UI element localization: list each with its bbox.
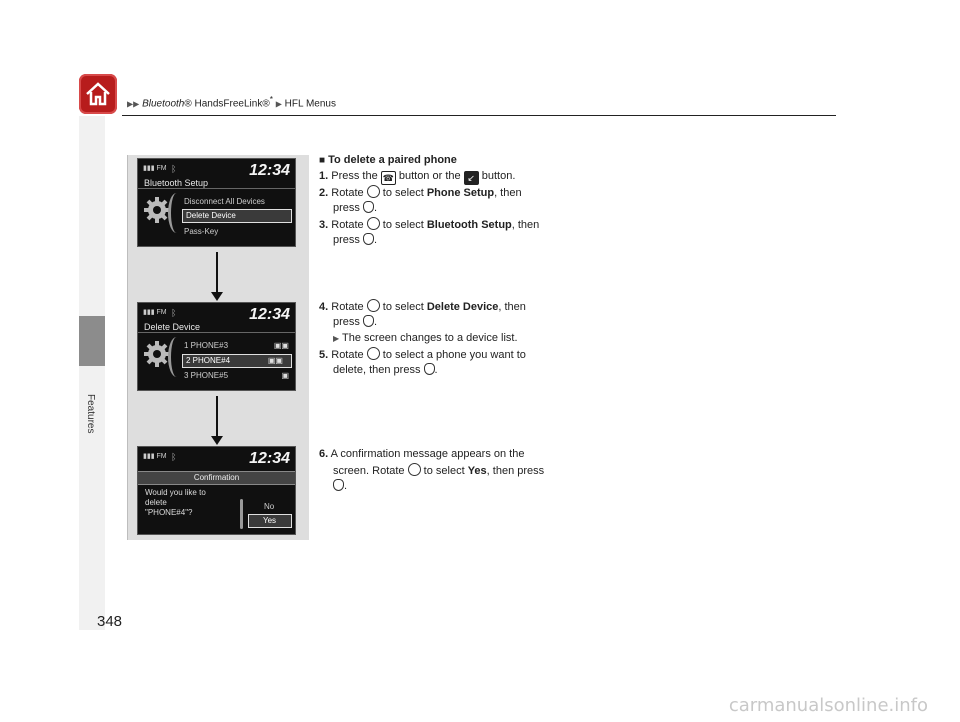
device-item[interactable]: 3 PHONE#5 (184, 371, 229, 380)
screen-title: Delete Device (144, 322, 201, 332)
step-5: 5. Rotate to select a phone you want to (319, 349, 526, 361)
footnote-mark: * (269, 94, 273, 104)
menu-item-disconnect-all[interactable]: Disconnect All Devices (184, 197, 265, 206)
page-number: 348 (97, 613, 123, 630)
sidebar-label: Features (85, 394, 96, 434)
rotate-knob-icon (408, 463, 421, 476)
clock: 12:34 (249, 306, 290, 323)
phone-audio-icon: ▣▣ (267, 356, 283, 365)
watermark: carmanualsonline.info (728, 695, 928, 716)
rotate-knob-icon (367, 185, 380, 198)
press-knob-icon (363, 201, 374, 213)
dialog-title-bar (138, 471, 295, 485)
step-2-cont: press . (333, 202, 378, 214)
title-divider (138, 332, 295, 333)
rotate-knob-icon (367, 217, 380, 230)
dialog-title: Confirmation (193, 473, 240, 482)
press-knob-icon (424, 363, 435, 375)
rotate-knob-icon (367, 347, 380, 360)
screen-bluetooth-setup (137, 158, 296, 247)
step-1: 1. Press the ☎ button or the ↙ button. (319, 170, 516, 183)
section-heading: ■ To delete a paired phone (319, 154, 457, 166)
rotate-knob-icon (367, 299, 380, 312)
header-divider (122, 115, 836, 116)
press-knob-icon (363, 233, 374, 245)
bluetooth-icon: ᛒ (171, 308, 177, 318)
step-6-end: . (333, 479, 347, 495)
sidebar-tab-features[interactable] (79, 316, 105, 366)
option-no[interactable]: No (264, 502, 275, 511)
flow-arrow-head (211, 436, 223, 445)
breadcrumb: ▶▶ Bluetooth® HandsFreeLink®* ▶ HFL Menus (127, 94, 336, 110)
note-arrow-icon: ▶ (333, 334, 340, 343)
step-3-cont: press . (333, 234, 378, 246)
step-3: 3. Rotate to select Bluetooth Setup, then (319, 219, 540, 231)
audio-icon: ▣ (281, 371, 289, 380)
dialog-message: Would you like to delete "PHONE#4"? (145, 488, 206, 517)
option-yes-selected[interactable]: Yes (248, 514, 292, 528)
press-knob-icon (363, 315, 374, 327)
device-item[interactable]: 1 PHONE#3 (184, 341, 229, 350)
menu-item-delete-device-selected[interactable]: Delete Device (182, 209, 292, 223)
phone-audio-icon: ▣▣ (273, 341, 289, 350)
home-icon (84, 80, 112, 108)
signal-indicator: ▮▮▮ FM (143, 453, 167, 460)
screen-title: Bluetooth Setup (144, 178, 209, 188)
bluetooth-icon: ᛒ (171, 164, 177, 174)
signal-indicator: ▮▮▮ FM (143, 309, 167, 316)
step-4-cont: press . (333, 316, 378, 328)
flow-arrow (216, 252, 218, 292)
clock: 12:34 (249, 450, 290, 467)
screen-confirmation (137, 446, 296, 535)
flow-arrow (216, 396, 218, 436)
signal-indicator: ▮▮▮ FM (143, 165, 167, 172)
step-6: 6. A confirmation message appears on the (319, 448, 525, 460)
breadcrumb-handsfree[interactable]: ® HandsFreeLink® (184, 98, 270, 110)
pick-up-button-icon: ↙ (464, 171, 479, 185)
press-knob-icon (333, 479, 344, 491)
breadcrumb-hfl-menus[interactable]: HFL Menus (284, 98, 336, 110)
clock: 12:34 (249, 162, 290, 179)
step-6-cont: screen. Rotate to select Yes, then press (333, 465, 545, 477)
breadcrumb-bluetooth[interactable]: Bluetooth (142, 98, 185, 110)
device-item-selected[interactable]: 2 PHONE#4 ▣▣ (182, 354, 292, 368)
flow-arrow-head (211, 292, 223, 301)
title-divider (138, 188, 295, 189)
menu-item-pass-key[interactable]: Pass-Key (184, 227, 219, 236)
sidebar (79, 116, 105, 630)
step-4-note: ▶ The screen changes to a device list. (333, 332, 518, 344)
step-2: 2. Rotate to select Phone Setup, then (319, 187, 522, 199)
bluetooth-icon: ᛒ (171, 452, 177, 462)
screen-delete-device (137, 302, 296, 391)
home-button[interactable] (79, 74, 117, 114)
phone-button-icon: ☎ (382, 173, 394, 183)
step-5-cont: delete, then press . (333, 364, 438, 376)
selector-arc (240, 499, 243, 529)
step-4: 4. Rotate to select Delete Device, then (319, 301, 526, 313)
